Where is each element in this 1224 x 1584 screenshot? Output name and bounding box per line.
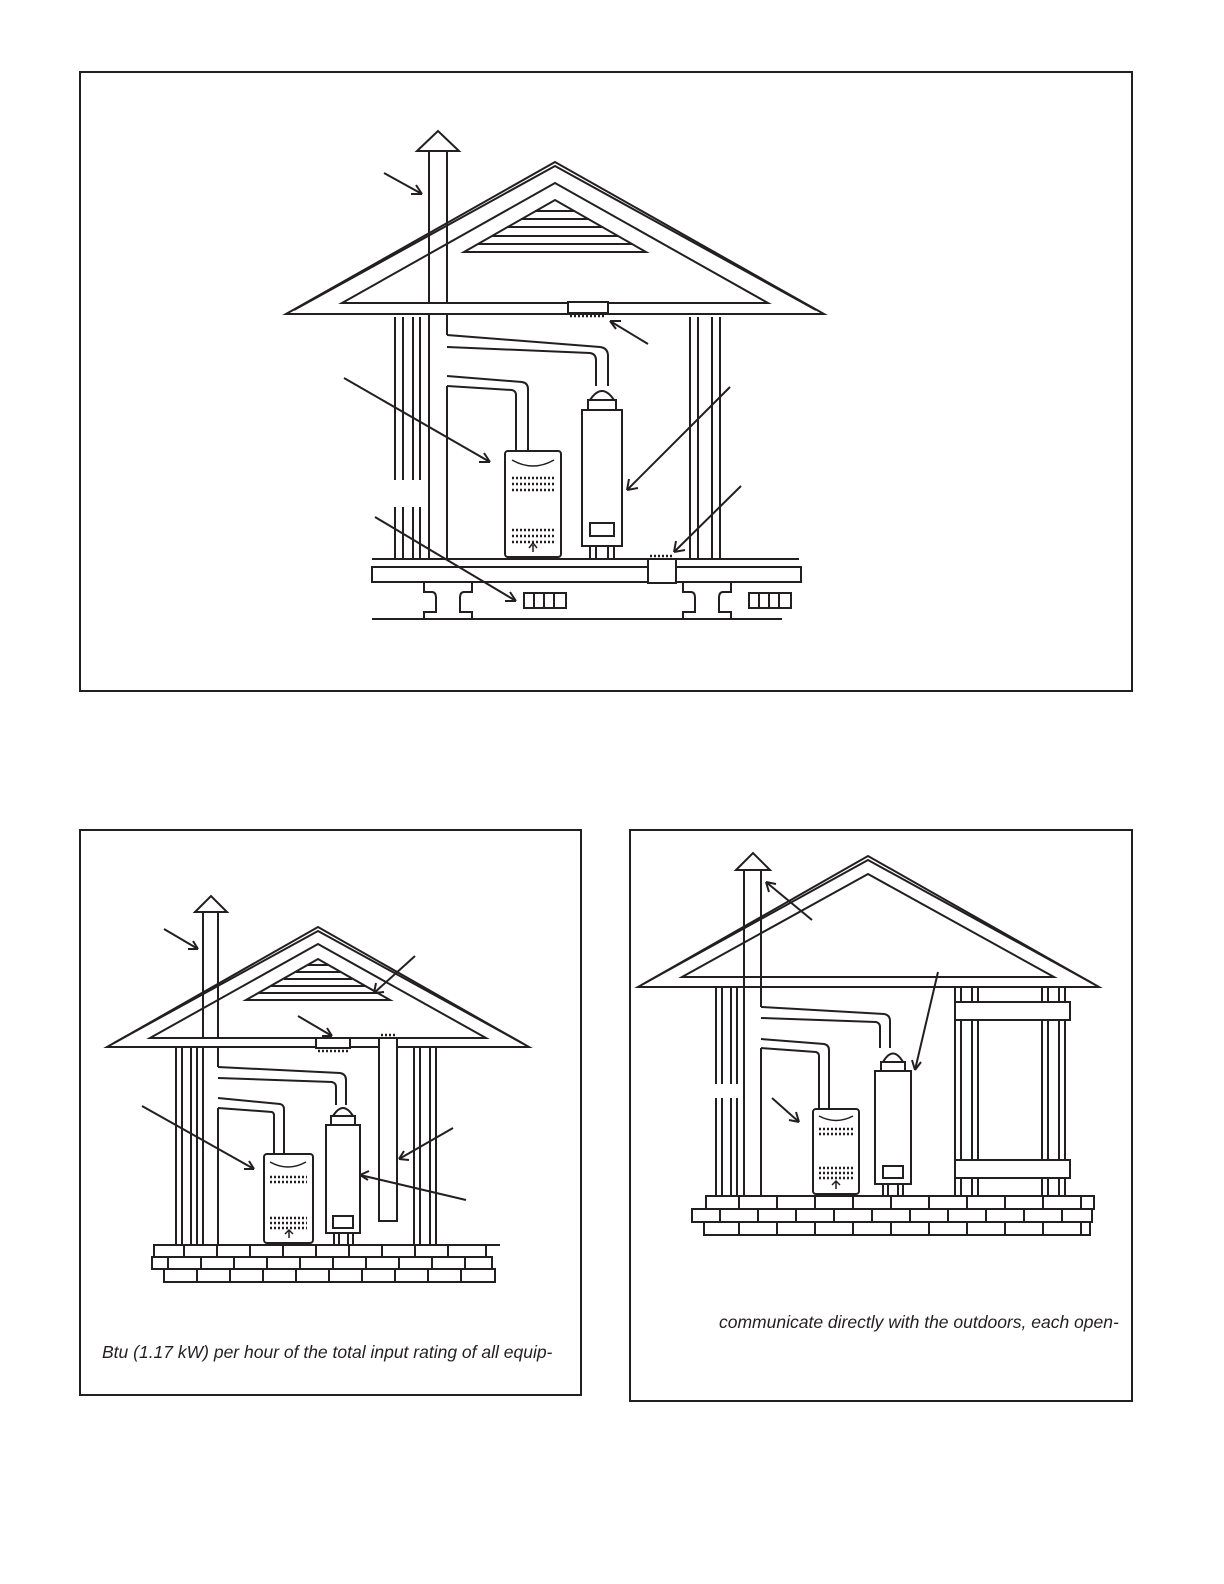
house-crawlspace-attic-ventilation-diagram xyxy=(81,73,1135,694)
figure-bottom-left-panel xyxy=(79,829,582,1396)
caption-fragment-left: Btu (1.17 kW) per hour of the total input rating of all equip- xyxy=(102,1342,553,1362)
brick-foundation xyxy=(152,1245,500,1282)
figure-top-panel xyxy=(79,71,1133,692)
figure-bottom-right-panel xyxy=(629,829,1133,1402)
brick-foundation xyxy=(692,1196,1094,1235)
roof xyxy=(107,927,529,1047)
roof xyxy=(638,856,1099,987)
outdoor-opening-frame xyxy=(955,988,1070,1196)
roof xyxy=(286,162,824,314)
ceiling-vent xyxy=(316,1038,350,1051)
water-heater xyxy=(326,1108,360,1245)
caption-fragment-right: communicate directly with the outdoors, each open- xyxy=(719,1312,1119,1332)
furnace xyxy=(813,1109,859,1194)
furnace xyxy=(264,1154,313,1243)
vertical-duct xyxy=(379,1035,397,1221)
ceiling-vent xyxy=(568,302,608,316)
water-heater xyxy=(582,391,622,559)
house-vertical-duct-ventilation-diagram xyxy=(81,831,584,1398)
wall-studs xyxy=(716,988,737,1196)
floor-and-foundation xyxy=(372,556,801,619)
water-heater xyxy=(875,1054,911,1197)
furnace xyxy=(505,451,561,557)
